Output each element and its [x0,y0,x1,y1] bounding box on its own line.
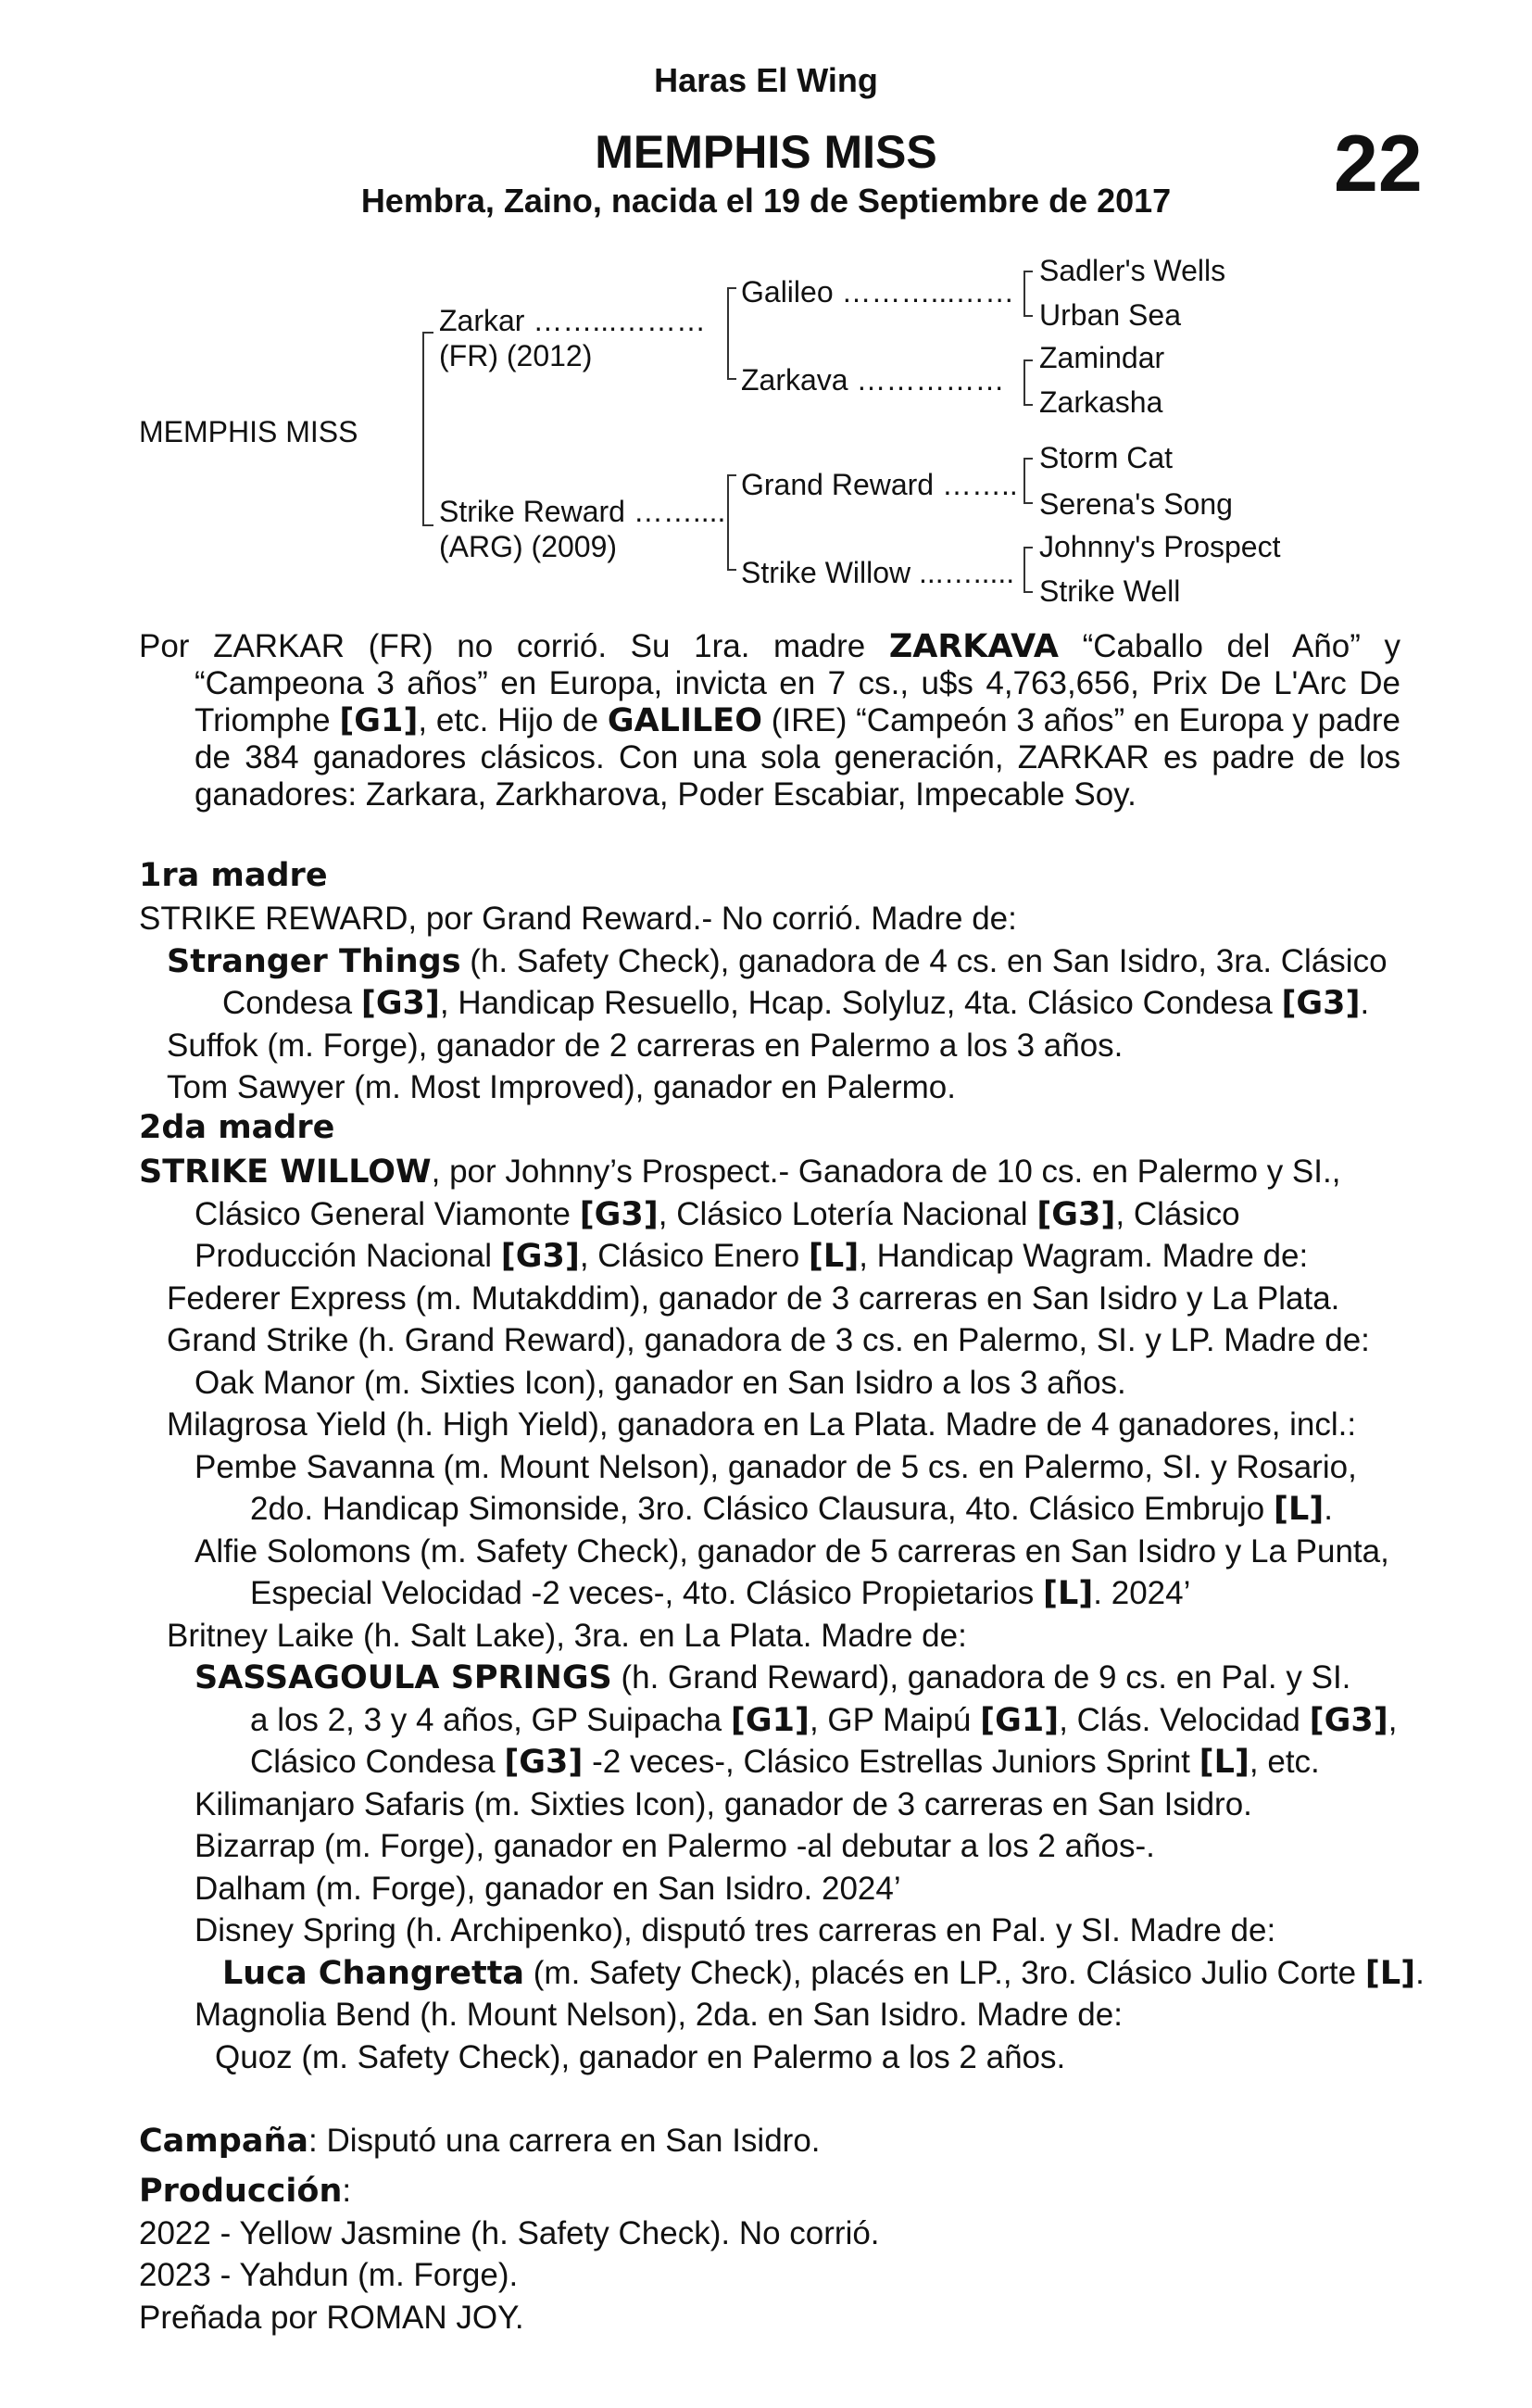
pedigree-sds: Zamindar [1039,341,1165,374]
lot-number: 22 [1334,120,1423,208]
produce-stranger-things: Stranger Things (h. Safety Check), ganadora de 4 cs. en San Isidro, 3ra. Clásico [167,943,1388,980]
produce-pembe-savanna: Pembe Savanna (m. Mount Nelson), ganador de 5 cs. en Palermo, SI. y Rosario, [195,1449,1357,1485]
produce-sassagoula-springs-cont-2: Clásico Condesa [G3] -2 veces-, Clásico Estrellas Juniors Sprint [L], etc. [250,1744,1320,1781]
pedigree-sire-sire: Galileo ………...…… [741,275,1015,309]
produce-kilimanjaro-safaris: Kilimanjaro Safaris (m. Sixties Icon), ganador de 3 carreras en San Isidro. [195,1786,1252,1822]
pedigree-dds: Johnny's Prospect [1039,530,1281,563]
production-heading: Producción: [139,2173,352,2210]
produce-suffok: Suffok (m. Forge), ganador de 2 carreras en Palermo a los 3 años. [167,1027,1124,1064]
produce-magnolia-bend: Magnolia Bend (h. Mount Nelson), 2da. en San Isidro. Madre de: [195,1997,1123,2033]
produce-stranger-things-cont: Condesa [G3], Handicap Resuello, Hcap. Solyluz, 4ta. Clásico Condesa [G3]. [222,985,1370,1022]
second-dam-heading: 2da madre [139,1109,335,1146]
produce-sassagoula-springs: SASSAGOULA SPRINGS (h. Grand Reward), ganadora de 9 cs. en Pal. y SI. [195,1659,1351,1696]
pedigree-dam-info: (ARG) (2009) [439,530,618,563]
produce-tom-sawyer: Tom Sawyer (m. Most Improved), ganador en Palermo. [167,1069,956,1105]
second-dam-line-3: Producción Nacional [G3], Clásico Enero [L], Handicap Wagram. Madre de: [195,1238,1309,1275]
second-dam-line: STRIKE WILLOW, por Johnny’s Prospect.- Ganadora de 10 cs. en Palermo y SI., [139,1154,1341,1191]
produce-alfie-solomons: Alfie Solomons (m. Safety Check), ganador de 5 carreras en San Isidro y La Punta, [195,1533,1389,1570]
produce-pembe-savanna-cont: 2do. Handicap Simonside, 3ro. Clásico Clausura, 4to. Clásico Embrujo [L]. [250,1491,1334,1528]
produce-britney-laike: Britney Laike (h. Salt Lake), 3ra. en La Plata. Madre de: [167,1618,967,1654]
horse-name: MEMPHIS MISS [595,126,937,178]
second-dam-line-2: Clásico General Viamonte [G3], Clásico Lotería Nacional [G3], Clásico [195,1196,1240,1233]
pedigree-dam-dam: Strike Willow ...…..... [741,556,1015,589]
pedigree-dsd: Serena's Song [1039,487,1233,521]
production-2022: 2022 - Yellow Jasmine (h. Safety Check). No corrió. [139,2215,880,2251]
produce-dalham: Dalham (m. Forge), ganador en San Isidro. 2024’ [195,1871,901,1907]
produce-grand-strike: Grand Strike (h. Grand Reward), ganadora de 3 cs. en Palermo, SI. y LP. Madre de: [167,1322,1370,1358]
produce-sassagoula-springs-cont: a los 2, 3 y 4 años, GP Suipacha [G1], GP Maipú [G1], Clás. Velocidad [G3], [250,1702,1398,1739]
pedigree-dam-sire: Grand Reward …….. [741,468,1018,501]
produce-milagrosa-yield: Milagrosa Yield (h. High Yield), ganadora en La Plata. Madre de 4 ganadores, incl.: [167,1406,1357,1443]
pedigree-sire: Zarkar ……...……… [439,304,707,337]
sire-description: Por ZARKAR (FR) no corrió. Su 1ra. madre ZARKAVA “Caballo del Año” y “Campeona 3 años” en Europa, invicta en 7 cs., u$s 4,763,656, Prix De L'Arc De Triomphe [G1], etc. Hijo de GALILEO (IRE) “Campeón 3 años” en Europa y padre de 384 ganadores clásicos. Con una sola generación, ZARKAR es padre de los ganadores: Zarkara, Zarkharova, Poder Escabiar, Impecable Soy. [139,628,1401,813]
produce-federer-express: Federer Express (m. Mutakddim), ganador de 3 carreras en San Isidro y La Plata. [167,1280,1340,1317]
pedigree-sss: Sadler's Wells [1039,254,1226,287]
pedigree-ddd: Strike Well [1039,574,1181,608]
produce-disney-spring: Disney Spring (h. Archipenko), disputó tres carreras en Pal. y SI. Madre de: [195,1912,1276,1948]
produce-quoz: Quoz (m. Safety Check), ganador en Palermo a los 2 años. [215,2039,1066,2075]
production-pregnant: Preñada por ROMAN JOY. [139,2300,524,2336]
pedigree-sire-info: (FR) (2012) [439,339,593,372]
pedigree-subject: MEMPHIS MISS [139,415,358,448]
campaign-line: Campaña: Disputó una carrera en San Isidro. [139,2123,821,2160]
produce-bizarrap: Bizarrap (m. Forge), ganador en Palermo -al debutar a los 2 años-. [195,1828,1155,1864]
pedigree-sdd: Zarkasha [1039,385,1163,419]
pedigree-ssd: Urban Sea [1039,298,1181,332]
pedigree-sire-dam: Zarkava …………… [741,363,1005,397]
farm-name: Haras El Wing [654,61,878,99]
horse-description: Hembra, Zaino, nacida el 19 de Septiembre de 2017 [360,182,1172,220]
produce-alfie-solomons-cont: Especial Velocidad -2 veces-, 4to. Clásico Propietarios [L]. 2024’ [250,1575,1191,1612]
production-2023: 2023 - Yahdun (m. Forge). [139,2257,519,2293]
first-dam-heading: 1ra madre [139,857,328,894]
first-dam-line: STRIKE REWARD, por Grand Reward.- No corrió. Madre de: [139,901,1017,937]
produce-oak-manor: Oak Manor (m. Sixties Icon), ganador en San Isidro a los 3 años. [195,1365,1126,1401]
pedigree-dss: Storm Cat [1039,441,1174,474]
pedigree-dam: Strike Reward …….... [439,495,726,528]
produce-luca-changretta: Luca Changretta (m. Safety Check), placés en LP., 3ro. Clásico Julio Corte [L]. [222,1955,1425,1992]
